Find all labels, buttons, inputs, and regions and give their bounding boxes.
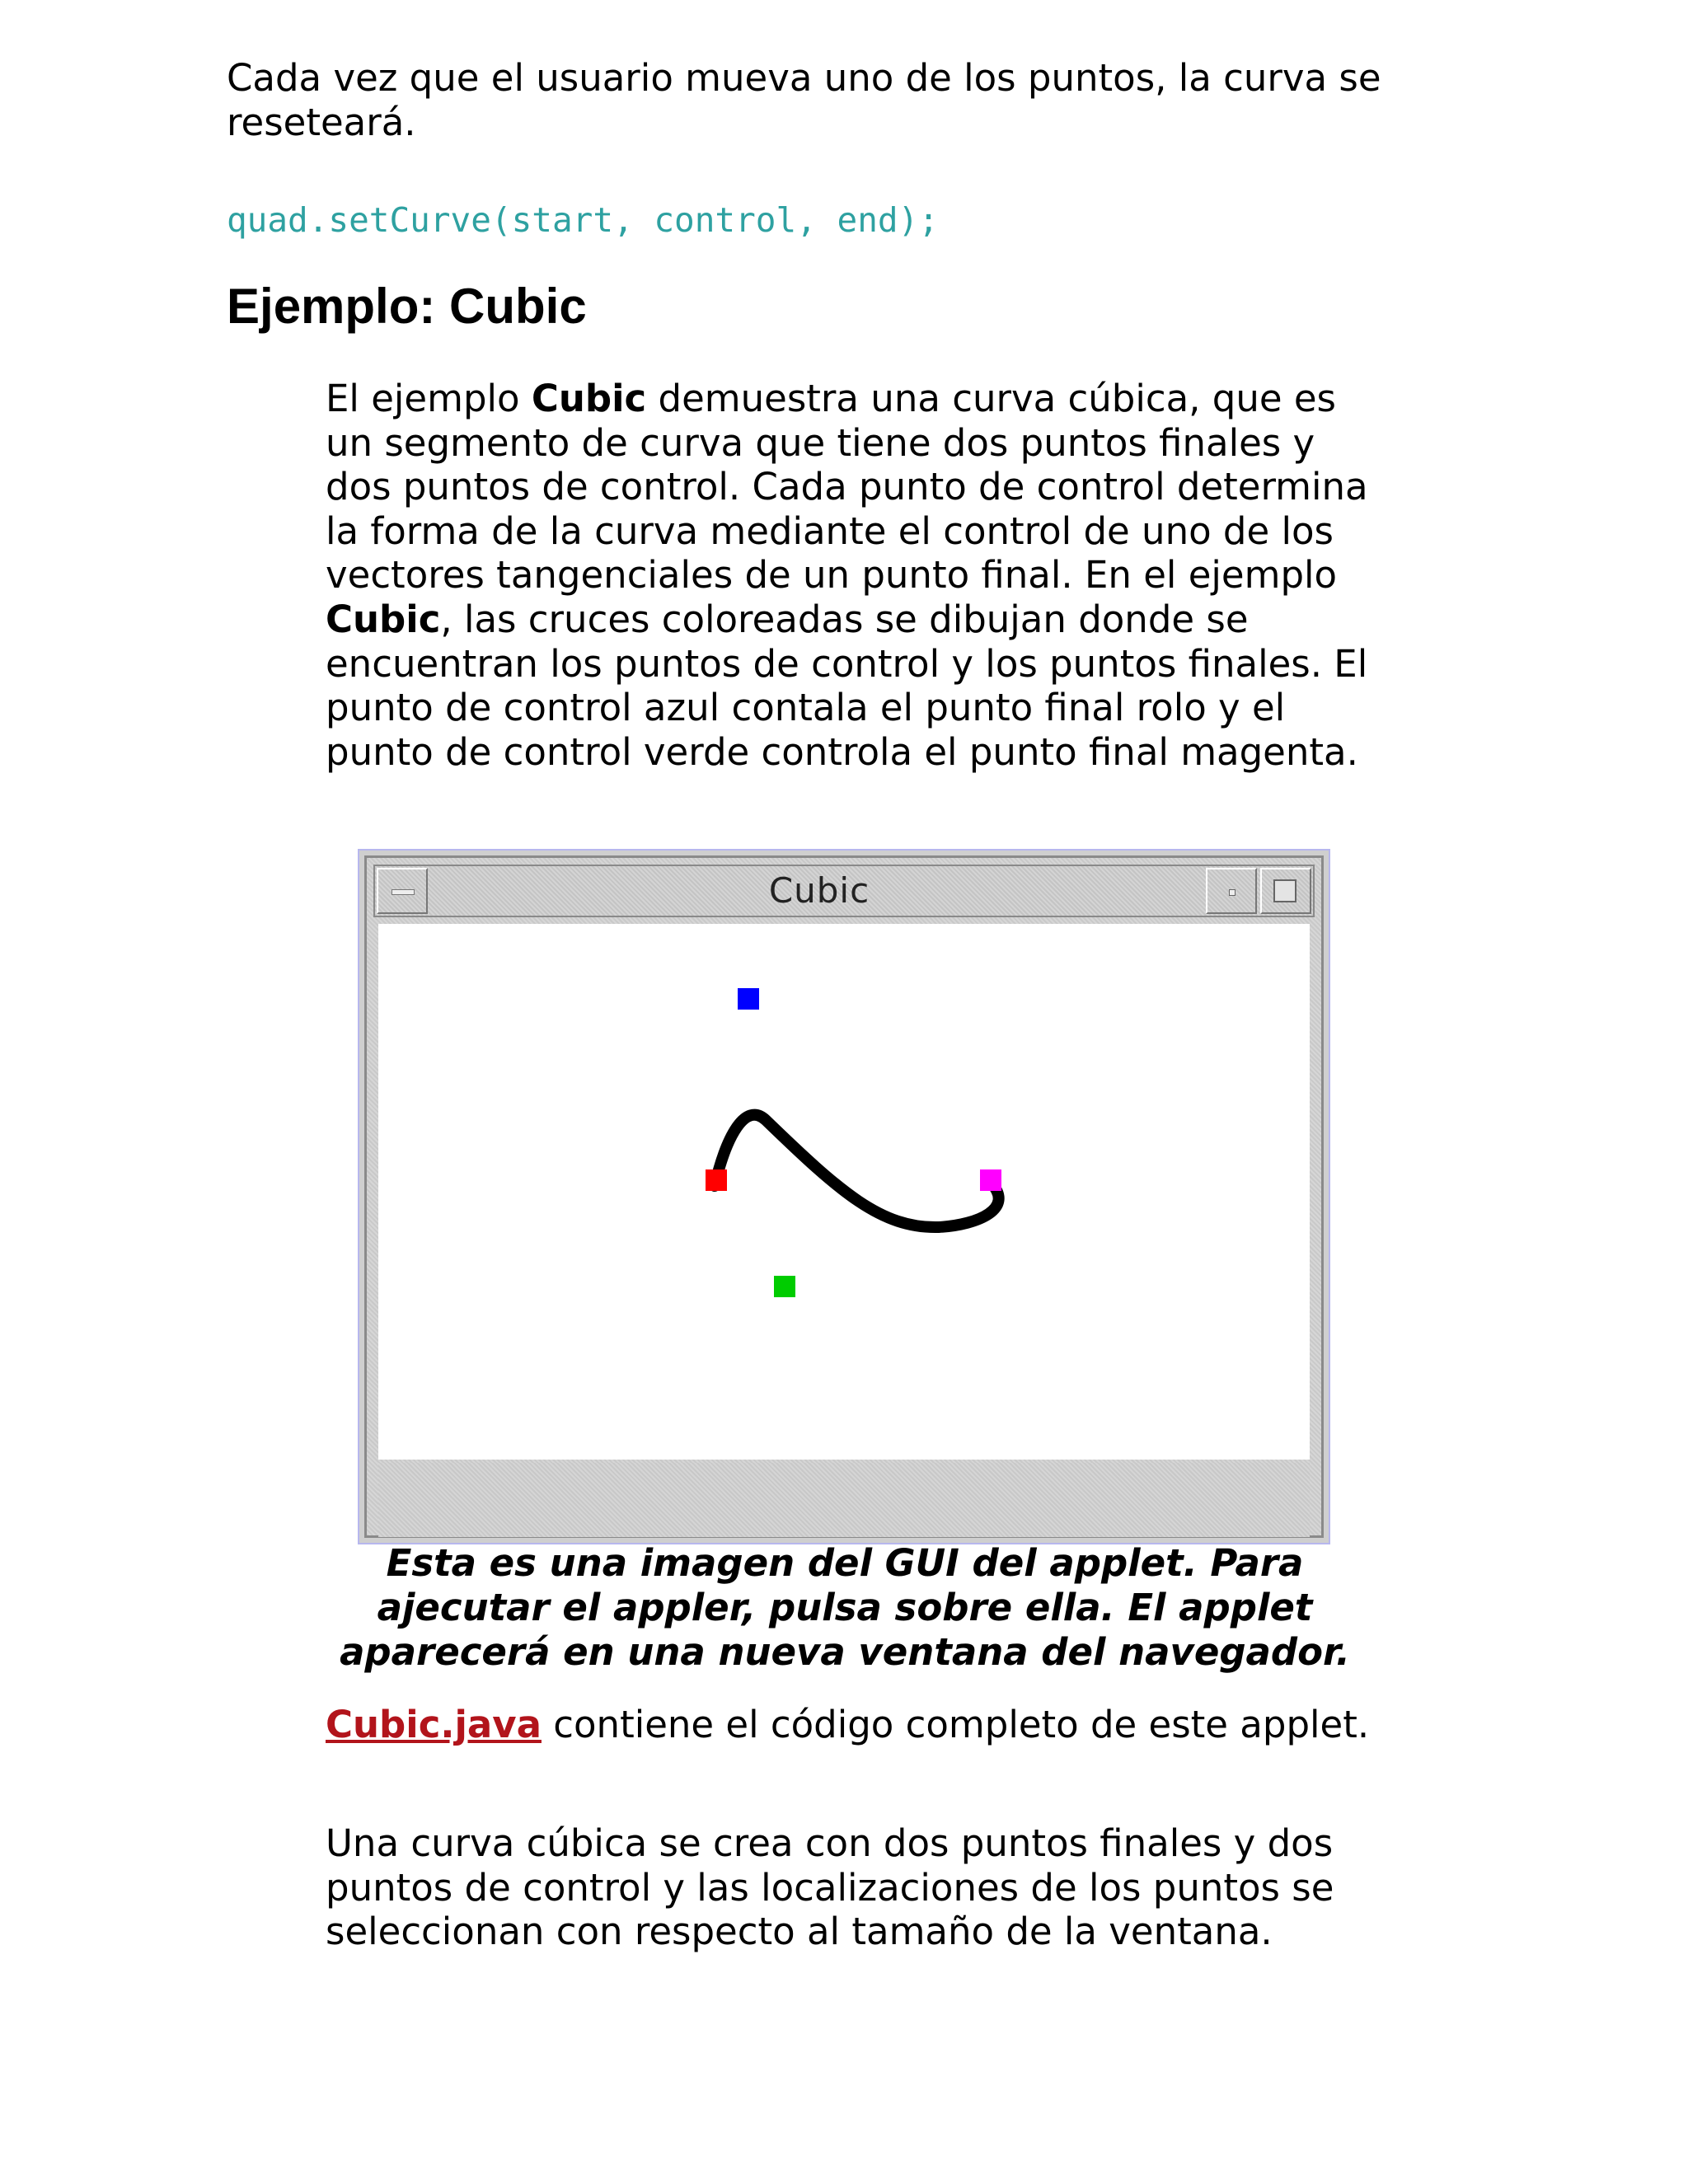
- section-heading: Ejemplo: Cubic: [227, 279, 587, 334]
- window-frame: [364, 855, 1324, 1538]
- figure-caption: Esta es una imagen del GUI del applet. Para ajecutar el appler, pulsa sobre ella. El applet aparecerá en una nueva ventana del navegador.: [340, 1541, 1350, 1674]
- source-text: contiene el código completo de este applet.: [541, 1703, 1370, 1746]
- window-statusbar: [378, 1463, 1310, 1537]
- description-text-1: El ejemplo: [326, 377, 532, 420]
- description-text-2: demuestra una curva cúbica, que es un segmento de curva que tiene dos puntos finales y dos puntos de control. Cada punto de control determina la forma de la curva mediante el control de uno de los vectores tangenciales de un punto final. En el ejemplo: [326, 377, 1368, 598]
- applet-screenshot[interactable]: [358, 849, 1330, 1544]
- control-point-green[interactable]: [774, 1276, 795, 1297]
- end-point-red[interactable]: [706, 1169, 727, 1191]
- cubic-curve: [715, 1115, 999, 1227]
- description-bold-1: Cubic: [531, 377, 647, 420]
- description-text-3: , las cruces coloreadas se dibujan donde se encuentran los puntos de control y los puntos finales. El punto de control azul contala el punto final rolo y el punto de control verde controla el punto final magenta.: [326, 597, 1368, 774]
- window-titlebar: [373, 865, 1315, 917]
- window-maximize-icon: [1260, 868, 1311, 914]
- window-menu-icon: [377, 868, 428, 914]
- intro-paragraph: Cada vez que el usuario mueva uno de los puntos, la curva se reseteará.: [227, 56, 1381, 144]
- code-snippet: quad.setCurve(start, control, end);: [227, 200, 939, 240]
- source-link[interactable]: Cubic.java: [326, 1703, 542, 1746]
- end-point-magenta[interactable]: [980, 1169, 1001, 1191]
- closing-paragraph: Una curva cúbica se crea con dos puntos finales y dos puntos de control y las localizaciones de los puntos se seleccionan con respecto al tamaño de la ventana.: [326, 1821, 1334, 1954]
- window-minimize-icon: [1206, 868, 1257, 914]
- description-paragraph: [326, 377, 1381, 774]
- control-point-blue[interactable]: [738, 988, 759, 1010]
- applet-canvas: [378, 924, 1310, 1460]
- window-title: Cubic: [768, 870, 870, 911]
- description-bold-2: Cubic: [326, 597, 441, 641]
- source-paragraph: [326, 1700, 1381, 1750]
- curve-drawing: [378, 924, 1308, 1460]
